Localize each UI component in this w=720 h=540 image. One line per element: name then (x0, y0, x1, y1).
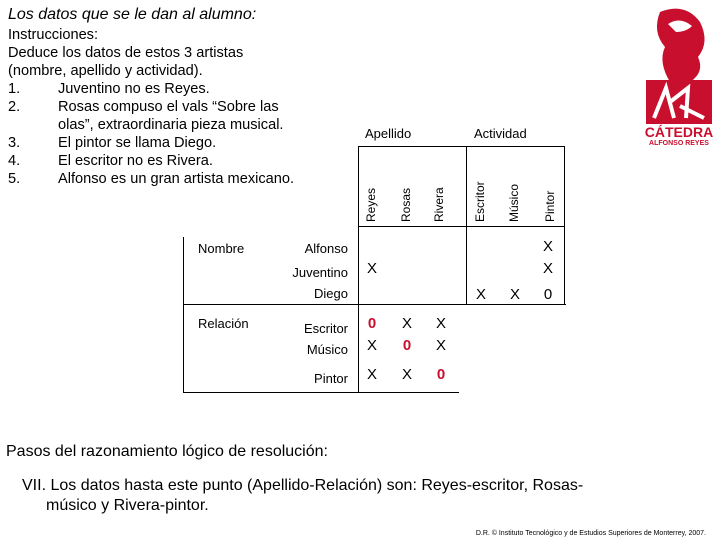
mark-pintor-reyes: X (366, 366, 377, 383)
column-label-rosas: Rosas (399, 187, 413, 222)
grid-line (564, 146, 565, 304)
catedra-logo (640, 2, 718, 157)
grid-line (183, 304, 566, 305)
column-label-musico: Músico (507, 183, 521, 222)
mark-musico-rosas: 0 (402, 337, 412, 354)
clue-item: 2. Rosas compuso el vals “Sobre las (8, 99, 279, 115)
clue-item-continued: olas”, extraordinaria pieza musical. (58, 117, 284, 133)
mark-diego-escritor: X (475, 286, 486, 303)
steps-title: Pasos del razonamiento lógico de resolución: (6, 443, 328, 460)
row-label-musico: Músico (306, 342, 348, 357)
row-label-diego: Diego (314, 286, 348, 301)
instructions-intro: (nombre, apellido y actividad). (8, 63, 203, 79)
mark-musico-rivera: X (435, 337, 446, 354)
mark-pintor-rosas: X (401, 366, 412, 383)
column-label-pintor: Pintor (543, 190, 557, 222)
logo-title: CÁTEDRA (644, 124, 714, 140)
column-label-reyes: Reyes (364, 187, 378, 222)
clue-item: 4. El escritor no es Rivera. (8, 153, 213, 169)
grid-line (183, 392, 459, 393)
grid-line (466, 146, 467, 304)
actividad-header: Actividad (474, 126, 527, 141)
steps-text (22, 476, 702, 516)
mark-alfonso-pintor: X (542, 238, 553, 255)
mark-musico-reyes: X (366, 337, 377, 354)
page-title: Los datos que se le dan al alumno: (8, 6, 257, 23)
steps-line: músico y Rivera-pintor. (46, 497, 209, 514)
grid-line (358, 226, 564, 227)
logo-subtitle: ALFONSO REYES (649, 140, 709, 147)
mark-escritor-reyes: 0 (367, 315, 377, 332)
instructions-heading: Instrucciones: (8, 27, 99, 43)
grid-line (358, 146, 466, 147)
mark-juventino-reyes: X (366, 260, 377, 277)
apellido-header: Apellido (365, 126, 412, 141)
instructions-intro: Deduce los datos de estos 3 artistas (8, 45, 244, 61)
steps-line: VII. Los datos hasta este punto (Apellido-Relación) son: Reyes-escritor, Rosas- (22, 477, 584, 494)
mark-diego-musico: X (509, 286, 520, 303)
mark-escritor-rivera: X (435, 315, 446, 332)
row-label-escritor: Escritor (303, 321, 348, 336)
grid-line (183, 237, 184, 393)
row-label-pintor: Pintor (314, 371, 348, 386)
mark-diego-pintor: 0 (543, 286, 553, 303)
column-label-rivera: Rivera (432, 187, 446, 222)
instructions (8, 26, 348, 188)
clue-item: 5. Alfonso es un gran artista mexicano. (8, 171, 295, 187)
clue-item: 3. El pintor se llama Diego. (8, 135, 217, 151)
copyright-footer: D.R. © Instituto Tecnológico y de Estudios Superiores de Monterrey, 2007. (475, 530, 706, 537)
column-label-escritor: Escritor (473, 181, 487, 222)
row-label-juventino: Juventino (292, 265, 348, 280)
nombre-header: Nombre (198, 241, 245, 256)
mark-pintor-rivera: 0 (436, 366, 446, 383)
grid-line (466, 146, 564, 147)
mark-juventino-pintor: X (542, 260, 553, 277)
row-label-alfonso: Alfonso (304, 241, 348, 256)
mark-escritor-rosas: X (401, 315, 412, 332)
relacion-header: Relación (198, 316, 249, 331)
clue-item: 1. Juventino no es Reyes. (8, 81, 210, 97)
